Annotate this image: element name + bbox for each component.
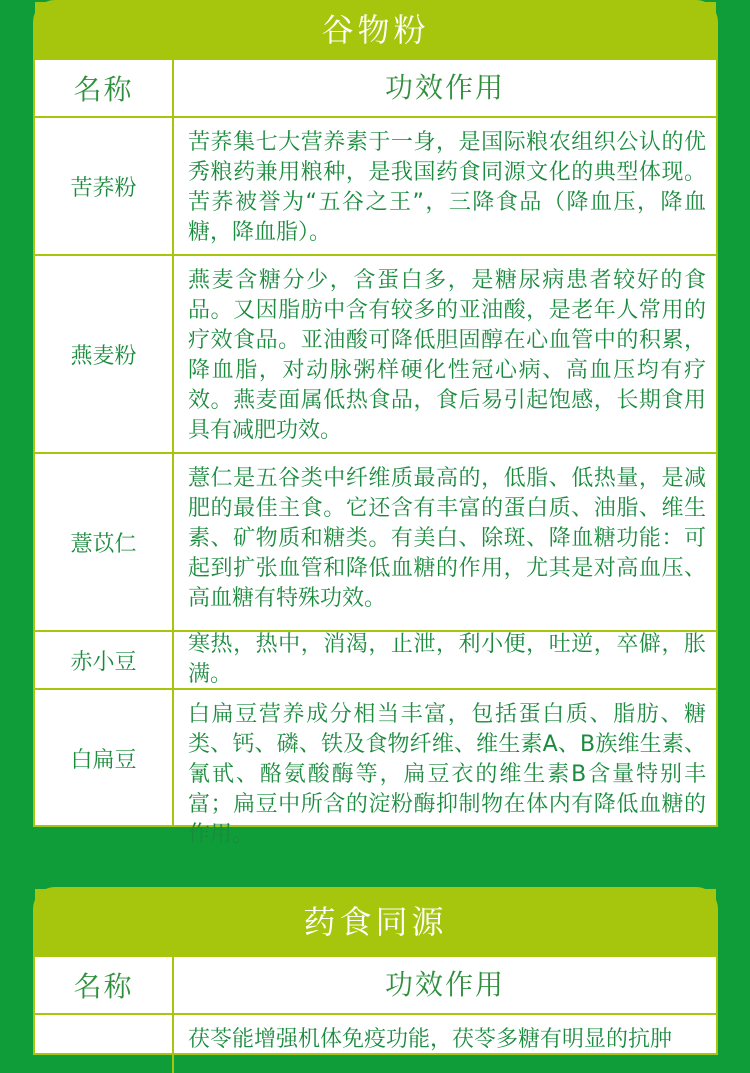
section-title: 谷物粉 xyxy=(35,2,716,58)
table-header xyxy=(35,955,716,1013)
row-effect: 寒热，热中，消渴，止泄，利小便，吐逆，卒僻，胀满。 xyxy=(188,632,706,687)
header-effect: 功效作用 xyxy=(384,71,505,104)
table-row xyxy=(35,630,716,688)
row-effect: 白扁豆营养成分相当丰富，包括蛋白质、脂肪、糖类、钙、磷、铁及食物纤维、维生素A、B族维生素、氰甙、酪氨酸酶等，扁豆衣的维生素B含量特别丰富；扁豆中所含的淀粉酶抑制物在体内有降低血糖的作用。 xyxy=(188,702,706,847)
row-name: 燕麦粉 xyxy=(35,256,174,452)
row-effect: 苦荞集七大营养素于一身，是国际粮农组织公认的优秀粮药兼用粮种，是我国药食同源文化的典型体现。苦荞被誉为“五谷之王”，三降食品（降血压，降血糖，降血脂）。 xyxy=(188,130,706,245)
table-row xyxy=(35,452,716,630)
header-name: 名称 xyxy=(35,60,174,116)
row-name xyxy=(35,1015,174,1073)
section-title: 药食同源 xyxy=(35,889,716,955)
header-name: 名称 xyxy=(35,957,174,1013)
row-effect: 燕麦含糖分少，含蛋白多，是糖尿病患者较好的食品。又因脂肪中含有较多的亚油酸，是老年人常用的疗效食品。亚油酸可降低胆固醇在心血管中的积累，降血脂，对动脉粥样硬化性冠心病、高血压均有疗效。燕麦面属低热食品，食后易引起饱感，长期食用具有减肥功效。 xyxy=(188,268,706,443)
table-row xyxy=(35,254,716,452)
table-header xyxy=(35,58,716,116)
row-name: 薏苡仁 xyxy=(35,454,174,630)
row-name: 白扁豆 xyxy=(35,690,174,827)
table-row xyxy=(35,688,716,847)
grain-flour-table xyxy=(33,0,718,847)
header-effect: 功效作用 xyxy=(384,968,505,1001)
row-effect: 茯苓能增强机体免疫功能，茯苓多糖有明显的抗肿 xyxy=(188,1027,673,1052)
row-name: 苦荞粉 xyxy=(35,118,174,254)
row-name: 赤小豆 xyxy=(35,632,174,688)
table-row xyxy=(35,1013,716,1073)
table-row xyxy=(35,116,716,254)
row-effect: 薏仁是五谷类中纤维质最高的，低脂、低热量，是减肥的最佳主食。它还含有丰富的蛋白质、油脂、维生素、矿物质和糖类。有美白、除斑、降血糖功能：可起到扩张血管和降低血糖的作用，尤其是对高血压、高血糖有特殊功效。 xyxy=(188,466,706,611)
medicine-food-table xyxy=(33,887,718,1055)
